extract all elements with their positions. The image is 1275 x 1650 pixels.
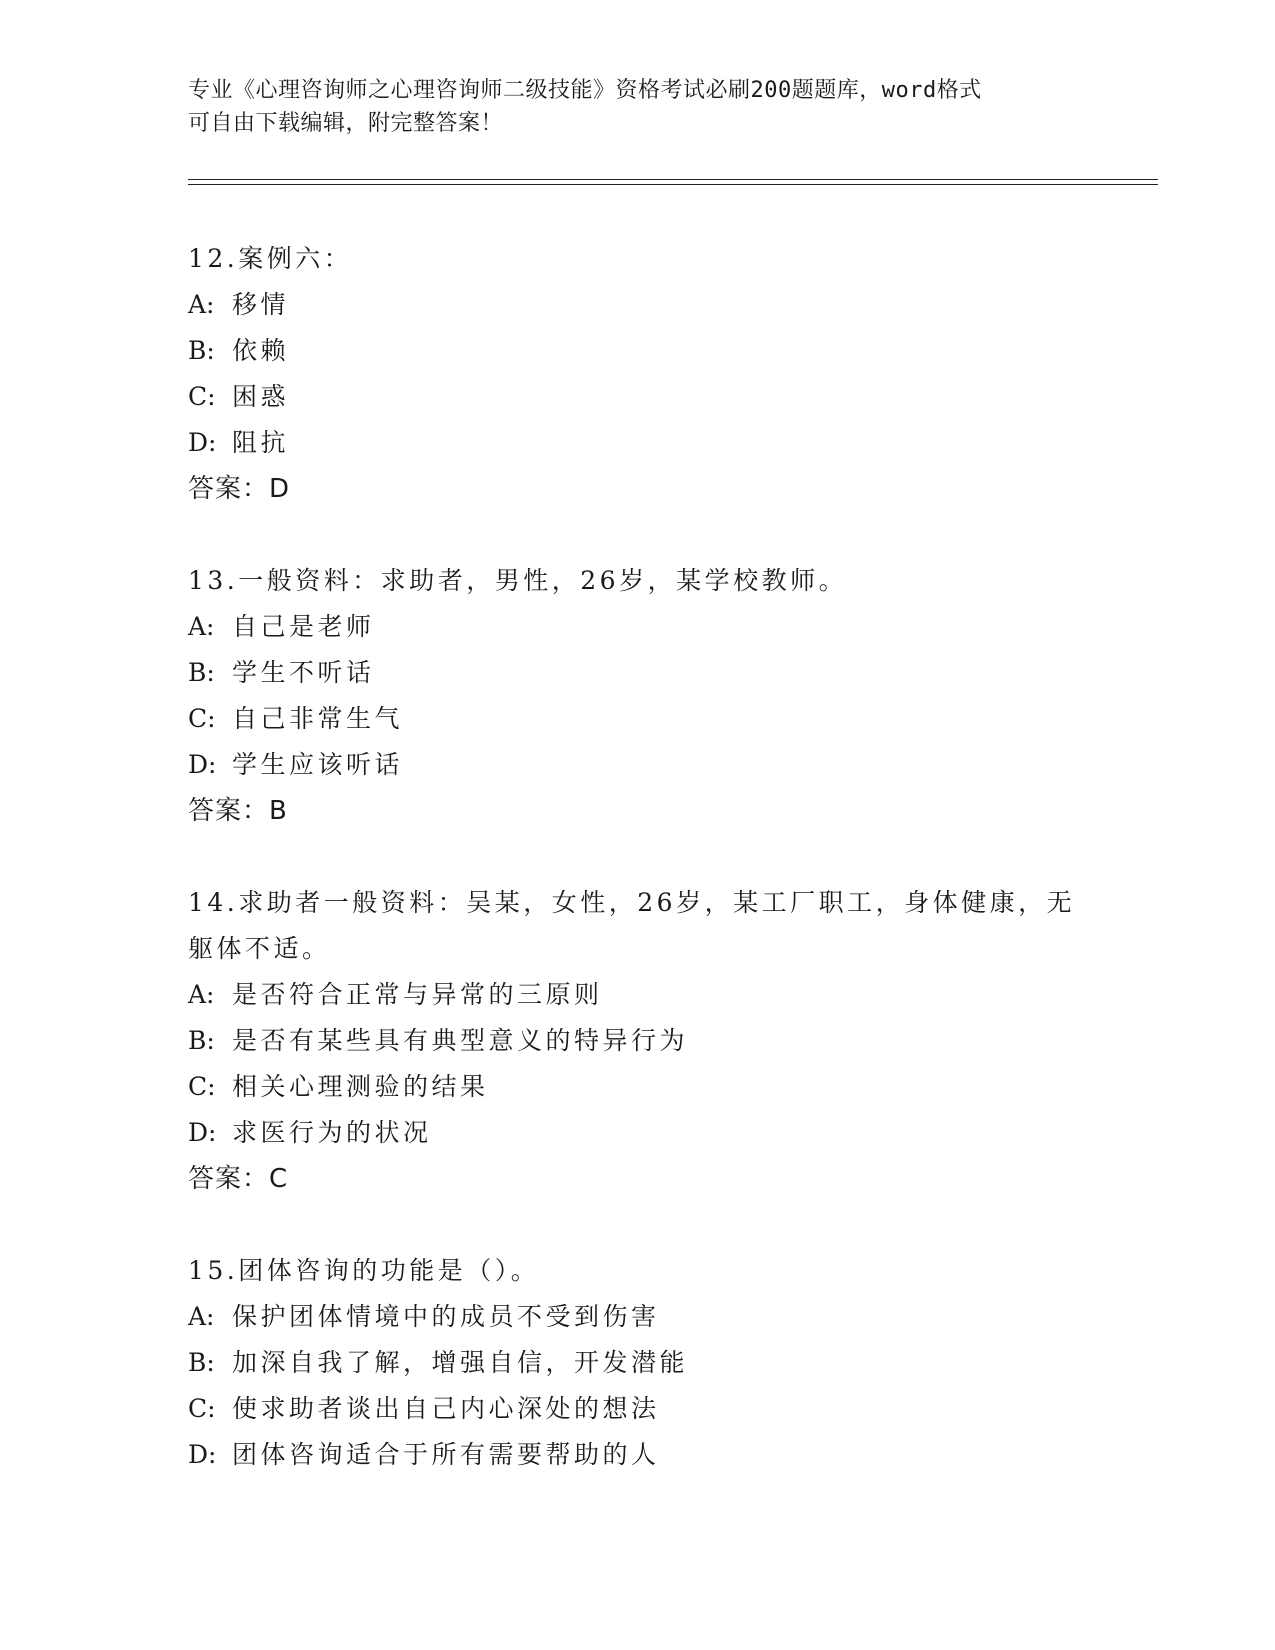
option-text: 阻抗 bbox=[232, 428, 290, 457]
option-text: 移情 bbox=[232, 290, 290, 319]
option-d bbox=[188, 420, 1088, 466]
option-letter: D: bbox=[188, 1440, 217, 1469]
option-letter: A: bbox=[188, 1302, 215, 1331]
question-12 bbox=[188, 236, 1088, 512]
answer-line: 答案：B bbox=[188, 796, 288, 826]
option-c bbox=[188, 1386, 1088, 1432]
header-divider-top bbox=[188, 179, 1158, 180]
option-letter: D: bbox=[188, 1118, 217, 1147]
option-text: 加深自我了解，增强自信，开发潜能 bbox=[232, 1348, 689, 1377]
option-a bbox=[188, 972, 1088, 1018]
question-title: 13.一般资料：求助者，男性，26岁，某学校教师。 bbox=[188, 566, 848, 595]
option-c bbox=[188, 374, 1088, 420]
option-a bbox=[188, 604, 1088, 650]
option-d bbox=[188, 1110, 1088, 1156]
option-b bbox=[188, 1340, 1088, 1386]
option-letter: C: bbox=[188, 704, 216, 733]
option-text: 自己是老师 bbox=[232, 612, 375, 641]
option-c bbox=[188, 696, 1088, 742]
option-letter: B: bbox=[188, 1026, 215, 1055]
option-letter: B: bbox=[188, 336, 215, 365]
question-title: 15.团体咨询的功能是（）。 bbox=[188, 1256, 540, 1285]
header-line-2: 可自由下载编辑，附完整答案！ bbox=[188, 111, 504, 136]
option-text: 自己非常生气 bbox=[232, 704, 404, 733]
document-header bbox=[188, 74, 1088, 140]
question-title: 14.求助者一般资料：吴某，女性，26岁，某工厂职工，身体健康，无躯体不适。 bbox=[188, 888, 1076, 963]
option-letter: A: bbox=[188, 980, 215, 1009]
option-a bbox=[188, 1294, 1088, 1340]
header-divider-bottom bbox=[188, 184, 1158, 185]
option-letter: A: bbox=[188, 290, 215, 319]
option-a bbox=[188, 282, 1088, 328]
answer-line: 答案：C bbox=[188, 1164, 289, 1194]
question-13 bbox=[188, 558, 1088, 834]
option-letter: C: bbox=[188, 382, 216, 411]
option-letter: B: bbox=[188, 1348, 215, 1377]
option-text: 团体咨询适合于所有需要帮助的人 bbox=[232, 1440, 660, 1469]
option-letter: B: bbox=[188, 658, 215, 687]
option-letter: D: bbox=[188, 750, 217, 779]
option-letter: A: bbox=[188, 612, 215, 641]
option-letter: C: bbox=[188, 1072, 216, 1101]
option-text: 相关心理测验的结果 bbox=[232, 1072, 489, 1101]
option-text: 保护团体情境中的成员不受到伤害 bbox=[232, 1302, 660, 1331]
question-15 bbox=[188, 1248, 1088, 1478]
option-d bbox=[188, 1432, 1088, 1478]
option-text: 求医行为的状况 bbox=[232, 1118, 432, 1147]
option-text: 依赖 bbox=[232, 336, 290, 365]
option-letter: C: bbox=[188, 1394, 216, 1423]
option-text: 困惑 bbox=[232, 382, 290, 411]
header-line-1: 专业《心理咨询师之心理咨询师二级技能》资格考试必刷200题题库，word格式 bbox=[188, 78, 982, 103]
option-text: 学生不听话 bbox=[232, 658, 375, 687]
answer-line: 答案：D bbox=[188, 474, 291, 504]
question-list bbox=[188, 236, 1088, 1524]
option-text: 是否有某些具有典型意义的特异行为 bbox=[232, 1026, 689, 1055]
option-b bbox=[188, 1018, 1088, 1064]
option-text: 使求助者谈出自己内心深处的想法 bbox=[232, 1394, 660, 1423]
option-text: 学生应该听话 bbox=[232, 750, 404, 779]
question-title: 12.案例六： bbox=[188, 244, 353, 273]
option-text: 是否符合正常与异常的三原则 bbox=[232, 980, 603, 1009]
question-14 bbox=[188, 880, 1088, 1202]
option-b bbox=[188, 650, 1088, 696]
option-b bbox=[188, 328, 1088, 374]
option-d bbox=[188, 742, 1088, 788]
option-c bbox=[188, 1064, 1088, 1110]
option-letter: D: bbox=[188, 428, 217, 457]
